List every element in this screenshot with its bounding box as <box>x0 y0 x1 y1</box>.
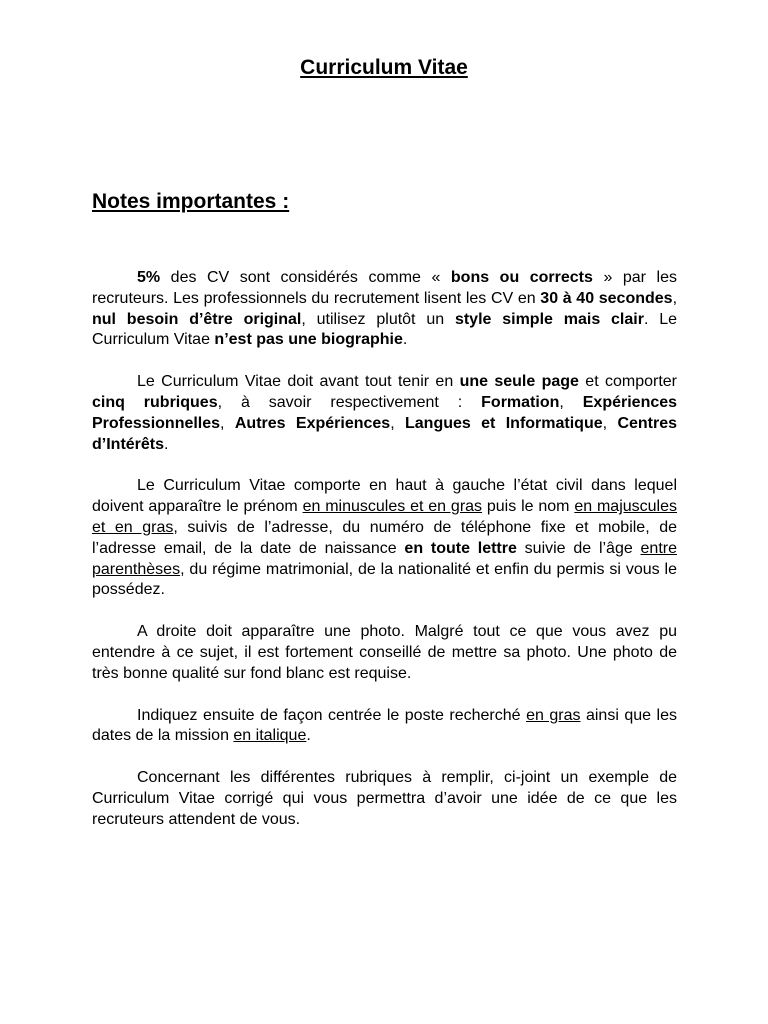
text-run: Le Curriculum Vitae comporte en haut à gauche l’état civil dans lequel doivent apparaître le prénom <box>92 477 677 516</box>
text-run: , utilisez plutôt un <box>301 310 455 328</box>
bold-text: Autres Expériences <box>234 414 391 432</box>
bold-text: Langues et Informatique <box>405 414 603 432</box>
text-run: , suivis de l’adresse, du numéro de téléphone fixe et mobile, de l’adresse email, de la date de naissance <box>92 518 678 557</box>
bold-text: 30 à 40 secondes <box>540 289 673 307</box>
text-run: , <box>672 289 678 307</box>
bold-text: une seule page <box>459 373 579 391</box>
bold-text: nul besoin d’être original <box>92 310 302 328</box>
text-run: , <box>220 414 235 432</box>
paragraph <box>92 476 677 601</box>
bold-text: Centres d’Intérêts <box>92 414 678 453</box>
text-run: . <box>164 435 169 453</box>
bold-text: style simple mais clair <box>454 310 644 328</box>
bold-text: 5% <box>137 269 161 286</box>
text-run: , <box>602 414 618 432</box>
paragraph <box>92 706 677 748</box>
text-run: suivie de l’âge <box>516 539 641 557</box>
text-run: des CV sont considérés comme « <box>160 269 451 286</box>
text-run: Concernant les différentes rubriques à remplir, ci-joint un exemple de Curriculum Vitae corrigé qui vous permettra d’avoir une idée de ce que les recruteurs attendent de vous. <box>92 769 677 828</box>
bold-text: Expériences Professionnelles <box>92 393 678 432</box>
underlined-text: en majuscules et en gras <box>92 498 678 536</box>
text-run: ainsi que les dates de la mission <box>92 706 678 745</box>
text-run: Indiquez ensuite de façon centrée le poste recherché <box>137 706 527 724</box>
text-run: » par les recruteurs. Les professionnels du recrutement lisent les CV en <box>92 269 678 307</box>
notes-body <box>92 268 677 852</box>
underlined-text: en italique <box>233 727 307 745</box>
paragraph <box>92 268 677 351</box>
text-run: puis le nom <box>482 498 575 516</box>
text-run: , <box>390 414 405 432</box>
text-run: . <box>402 331 408 349</box>
underlined-text: en minuscules et en gras <box>302 498 483 516</box>
section-heading: Notes importantes : <box>92 190 290 213</box>
bold-text: n’est pas une biographie <box>214 331 403 349</box>
text-run: , du régime matrimonial, de la nationalité et enfin du permis si vous le possédez. <box>92 560 677 599</box>
text-run: . Le Curriculum Vitae <box>92 310 678 349</box>
underlined-text: en gras <box>526 706 581 724</box>
text-run: A droite doit apparaître une photo. Malgré tout ce que vous avez pu entendre à ce sujet, il est fortement conseillé de mettre sa photo. Une photo de très bonne qualité sur fond blanc est requise. <box>92 623 677 682</box>
bold-text: bons ou corrects <box>450 269 593 286</box>
bold-text: en toute lettre <box>404 539 517 557</box>
text-run: et comporter <box>578 373 678 391</box>
document-title: Curriculum Vitae <box>300 56 468 79</box>
text-run: , <box>559 393 583 411</box>
bold-text: cinq rubriques <box>92 393 218 411</box>
text-run: , à savoir respectivement : <box>217 393 482 411</box>
bold-text: Formation <box>481 393 560 411</box>
paragraph <box>92 372 677 455</box>
underlined-text: entre parenthèses <box>92 539 677 578</box>
text-run: . <box>306 727 311 745</box>
paragraph <box>92 768 677 830</box>
text-run: Le Curriculum Vitae doit avant tout tenir en <box>137 373 460 391</box>
paragraph <box>92 622 677 684</box>
